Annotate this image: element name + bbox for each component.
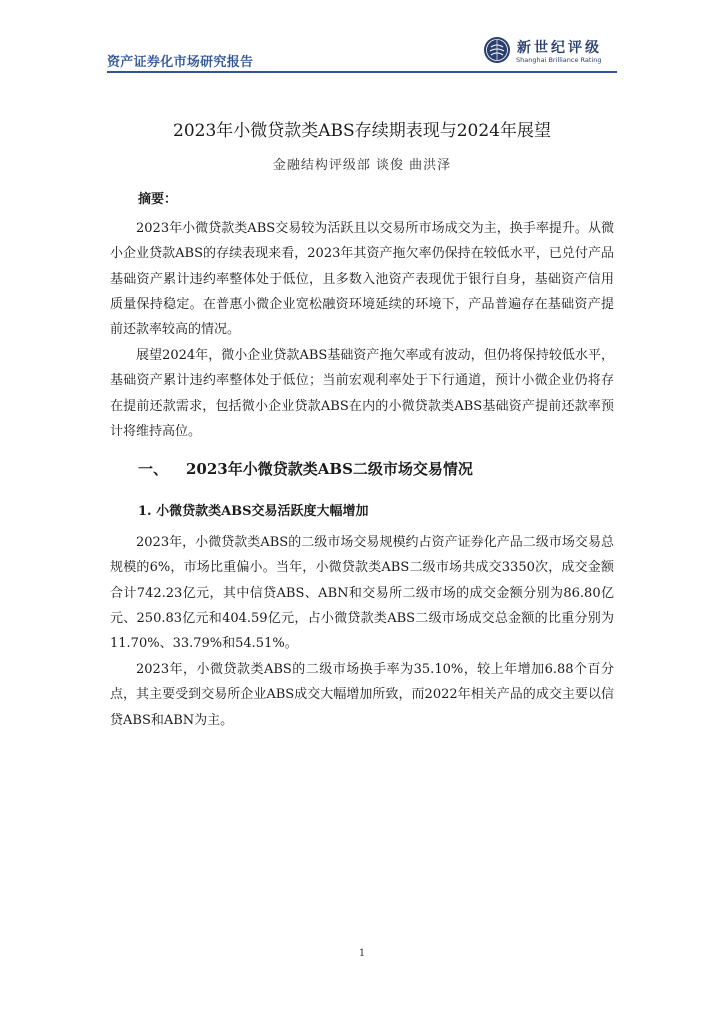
logo-chinese-name: 新世纪评级 (517, 40, 602, 56)
document-title: 2023年小微贷款类ABS存续期表现与2024年展望 (173, 121, 551, 141)
body-paragraph-1: 2023年，小微贷款类ABS的二级市场交易规模约占资产证券化产品二级市场交易总规模的6%，市场比重偏小。当年，小微贷款类ABS二级市场共成交3350次，成交金额合计742.23亿元，其中信贷ABS、ABN和交易所二级市场的成交金额分别为86.80亿元、250.83亿元和404.59亿元，占小微贷款类ABS二级市场成交总金额的比重分别为11.70%、33.79%和54.51%。 (110, 535, 614, 652)
header-divider (107, 71, 617, 73)
company-logo (483, 36, 623, 68)
globe-logo-icon (483, 36, 511, 64)
subsection-heading-1: 1. 小微贷款类ABS交易活跃度大幅增加 (138, 504, 369, 519)
abstract-paragraph-2: 展望2024年，微小企业贷款ABS基础资产拖欠率或有波动，但仍将保持较低水平，基础资产累计违约率整体处于低位；当前宏观利率处于下行通道，预计小微企业仍将存在提前还款需求，包括微小企业贷款ABS在内的小微贷款类ABS基础资产提前还款率预计将维持高位。 (110, 348, 614, 439)
section-heading-1 (138, 458, 473, 479)
abstract-label: 摘要： (138, 192, 178, 207)
section-title: 2023年小微贷款类ABS二级市场交易情况 (186, 460, 473, 478)
page-number: 1 (358, 948, 366, 959)
authors-line: 金融结构评级部 谈俊 曲洪泽 (272, 158, 452, 173)
report-series-header: 资产证券化市场研究报告 (107, 55, 254, 70)
section-number: 一、 (138, 460, 169, 478)
abstract-paragraph-1: 2023年小微贷款类ABS交易较为活跃且以交易所市场成交为主，换手率提升。从微小企业贷款ABS的存续表现来看，2023年其资产拖欠率仍保持在较低水平，已兑付产品基础资产累计违约率整体处于低位，且多数入池资产表现优于银行自身，基础资产信用质量保持稳定。在普惠小微企业宽松融资环境延续的环境下，产品普遍存在基础资产提前还款率较高的情况。 (110, 221, 614, 338)
body-paragraph-2: 2023年，小微贷款类ABS的二级市场换手率为35.10%，较上年增加6.88个百分点，其主要受到交易所企业ABS成交大幅增加所致，而2022年相关产品的成交主要以信贷ABS和ABN为主。 (110, 662, 614, 728)
logo-english-name: Shanghai Brilliance Rating (516, 56, 602, 64)
